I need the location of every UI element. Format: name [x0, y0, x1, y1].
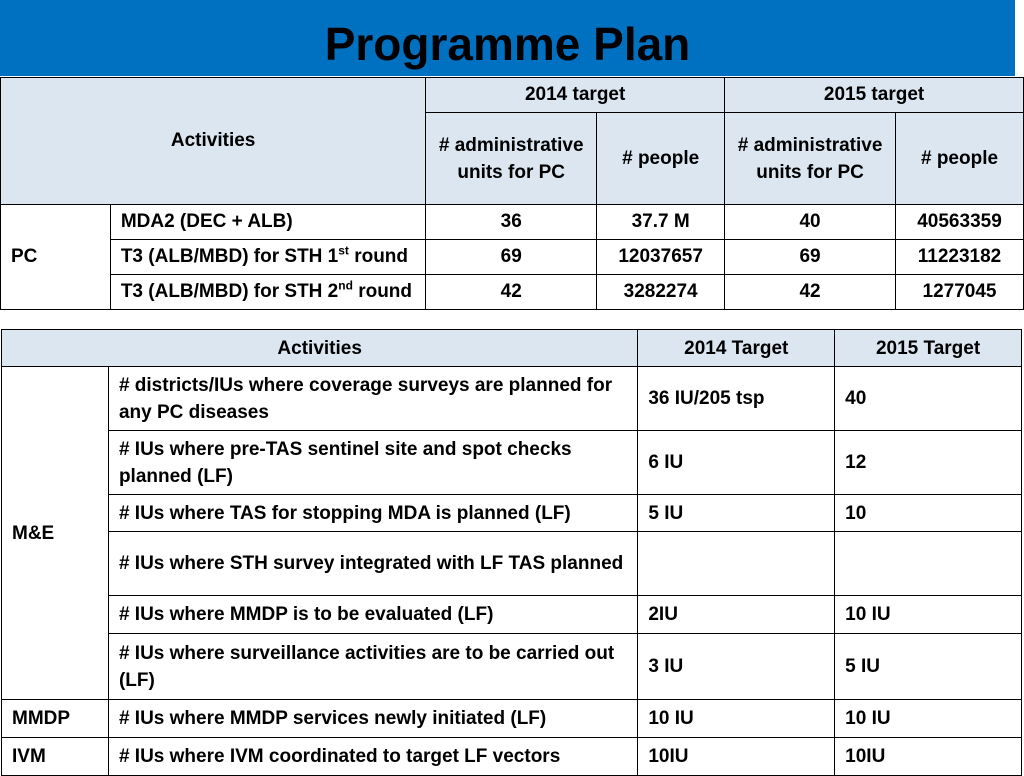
- target-2014-header: 2014 Target: [638, 330, 835, 367]
- table-row: [1, 275, 1024, 310]
- mmdp-group-label: MMDP: [2, 700, 109, 738]
- people-2014-header: # people: [597, 113, 725, 205]
- target-2014-cell: 5 IU: [638, 495, 835, 532]
- table-row: [1, 240, 1024, 275]
- people-2014-cell: 37.7 M: [597, 205, 725, 240]
- table-row: [2, 367, 1022, 431]
- target-2014-cell: 6 IU: [638, 431, 835, 495]
- activities-header: Activities: [1, 78, 426, 205]
- table-row: [2, 738, 1022, 776]
- target-2015-cell: 10 IU: [835, 700, 1022, 738]
- me-group-label: M&E: [2, 367, 109, 700]
- activity-text: MDA2 (DEC + ALB): [120, 211, 293, 232]
- people-2015-header: # people: [896, 113, 1024, 205]
- target-2015-cell: 5 IU: [835, 634, 1022, 700]
- activity-cell: # IUs where IVM coordinated to target LF vectors: [108, 738, 637, 776]
- activity-text: T3 (ALB/MBD) for STH 2: [120, 281, 339, 302]
- table-row: [2, 431, 1022, 495]
- admin-units-2014-header: # administrative units for PC: [426, 113, 597, 205]
- units-2014-cell: 42: [426, 275, 597, 310]
- activity-suffix: round: [348, 246, 409, 267]
- table-row: [2, 700, 1022, 738]
- activity-cell: # IUs where surveillance activities are to be carried out (LF): [108, 634, 637, 700]
- admin-units-2015-header: # administrative units for PC: [725, 113, 896, 205]
- ordinal-suffix: nd: [338, 278, 353, 293]
- units-2014-cell: 69: [426, 240, 597, 275]
- people-2014-cell: 12037657: [597, 240, 725, 275]
- activity-cell: # IUs where TAS for stopping MDA is planned (LF): [108, 495, 637, 532]
- target-2015-cell: 10: [835, 495, 1022, 532]
- me-targets-table: [1, 329, 1022, 776]
- target-2015-cell: 10IU: [835, 738, 1022, 776]
- activity-cell: [110, 240, 425, 275]
- people-2015-cell: 11223182: [896, 240, 1024, 275]
- ivm-group-label: IVM: [2, 738, 109, 776]
- target-2015-cell: 40: [835, 367, 1022, 431]
- units-2015-cell: 40: [725, 205, 896, 240]
- activity-cell: [110, 275, 425, 310]
- activity-cell: # IUs where MMDP services newly initiated (LF): [108, 700, 637, 738]
- pc-group-label: PC: [1, 205, 111, 310]
- activities-header: Activities: [2, 330, 638, 367]
- activity-cell: # districts/IUs where coverage surveys are planned for any PC diseases: [108, 367, 637, 431]
- table-row: [1, 205, 1024, 240]
- activity-cell: [110, 205, 425, 240]
- target-2015-cell: 10 IU: [835, 596, 1022, 634]
- activity-suffix: round: [352, 281, 413, 302]
- units-2015-cell: 42: [725, 275, 896, 310]
- table-row: [2, 596, 1022, 634]
- table-row: [2, 495, 1022, 532]
- units-2015-cell: 69: [725, 240, 896, 275]
- target-2014-header: 2014 target: [426, 78, 725, 113]
- target-2015-header: 2015 Target: [835, 330, 1022, 367]
- activity-cell: # IUs where MMDP is to be evaluated (LF): [108, 596, 637, 634]
- page-title: Programme Plan: [324, 18, 691, 70]
- target-2015-cell: 12: [835, 431, 1022, 495]
- people-2015-cell: 1277045: [896, 275, 1024, 310]
- table-row: [2, 634, 1022, 700]
- table-row: [2, 532, 1022, 596]
- target-2015-header: 2015 target: [725, 78, 1024, 113]
- people-2015-cell: 40563359: [896, 205, 1024, 240]
- units-2014-cell: 36: [426, 205, 597, 240]
- activity-cell: # IUs where STH survey integrated with LF TAS planned: [108, 532, 637, 596]
- activity-cell: # IUs where pre-TAS sentinel site and spot checks planned (LF): [108, 431, 637, 495]
- target-2014-cell: 10IU: [638, 738, 835, 776]
- target-2014-cell: 10 IU: [638, 700, 835, 738]
- target-2015-cell: [835, 532, 1022, 596]
- target-2014-cell: [638, 532, 835, 596]
- people-2014-cell: 3282274: [597, 275, 725, 310]
- pc-targets-table: [0, 77, 1024, 310]
- ordinal-suffix: st: [338, 243, 349, 258]
- target-2014-cell: 36 IU/205 tsp: [638, 367, 835, 431]
- activity-text: T3 (ALB/MBD) for STH 1: [120, 246, 339, 267]
- target-2014-cell: 3 IU: [638, 634, 835, 700]
- target-2014-cell: 2IU: [638, 596, 835, 634]
